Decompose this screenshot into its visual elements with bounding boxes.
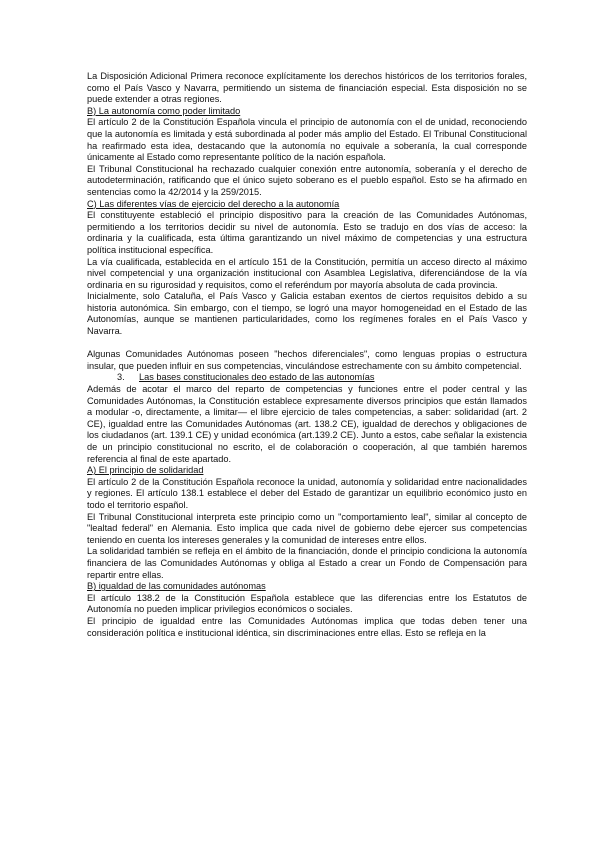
paragraph-via-cualificada: La vía cualificada, establecida en el artículo 151 de la Constitución, permitía un acceso directo al máximo nivel competencial y una organización institucional con Asamblea Legislativa, diferenciándose de la vía ordinaria en su rigurosidad y requisitos, como el referéndum por mayoría absoluta de cada provincia.: [87, 256, 527, 290]
paragraph-principio-igualdad: El principio de igualdad entre las Comunidades Autónomas implica que todas deben tener una consideración política e institucional idéntica, sin discriminaciones entre ellas. Esto se refleja en la: [87, 615, 527, 638]
paragraph-autodeterminacion: El Tribunal Constitucional ha rechazado cualquier conexión entre autonomía, soberanía y el derecho de autodeterminación, ratificando que el único sujeto soberano es el pueblo español. Esto se ha afirmado en sentencias como la 42/2014 y la 259/2015.: [87, 163, 527, 197]
heading-igualdad-comunidades: B) igualdad de las comunidades autónomas: [87, 581, 266, 592]
paragraph-fondo-compensacion: La solidaridad también se refleja en el ámbito de la financiación, donde el principio condiciona la autonomía financiera de las Comunidades Autónomas y obliga al Estado a crear un Fondo de Compensación para repartir entre ellas.: [87, 546, 527, 580]
section-3-number: 3.: [117, 372, 125, 383]
paragraph-lealtad-federal: El Tribunal Constitucional interpreta este principio como un "comportamiento leal", similar al concepto de "lealtad federal" en Alemania. Esto implica que cada nivel de gobierno debe ejercer sus competencias teniendo en cuenta los intereses generales y la comunidad de intereses entre ellos.: [87, 511, 527, 545]
heading-principio-solidaridad: A) El principio de solidaridad: [87, 465, 204, 476]
paragraph-derechos-historicos: La Disposición Adicional Primera reconoce explícitamente los derechos históricos de los territorios forales, como el País Vasco y Navarra, permitiendo un sistema de financiación especial. Esta disposición no se puede extender a otras regiones.: [87, 71, 527, 105]
section-3-heading: [117, 372, 527, 384]
heading-vias-ejercicio: C) Las diferentes vías de ejercicio del derecho a la autonomía: [87, 198, 340, 209]
paragraph-articulo-2: El artículo 2 de la Constitución Española vincula el principio de autonomía con el de unidad, reconociendo que la autonomía es limitada y está subordinada al poder más amplio del Estado. El Tribunal Constitucional ha reafirmado esta idea, destacando que la autonomía no equivale a soberanía, la cual corresponde únicamente al Estado como representante político de la nación española.: [87, 117, 527, 163]
paragraph-spacer: [87, 338, 527, 350]
paragraph-articulo-138-2: El artículo 138.2 de la Constitución Española establece que las diferencias entre los Estatutos de Autonomía no pueden implicar privilegios económicos o sociales.: [87, 592, 527, 615]
paragraph-cataluna-pais-vasco-galicia: Inicialmente, solo Cataluña, el País Vasco y Galicia estaban exentos de ciertos requisitos debido a su historia autonómica. Sin embargo, con el tiempo, se logró una mayor homogeneidad en el Estado de las Autonomías, aunque se mantienen particularidades, como los regímenes forales en el País Vasco y Navarra.: [87, 291, 527, 337]
paragraph-principio-dispositivo: El constituyente estableció el principio dispositivo para la creación de las Comunidades Autónomas, permitiendo a los territorios decidir su nivel de autonomía. Esto se tradujo en dos vías de acceso: la ordinaria y la cualificada, esta última garantizando un nivel máximo de competencias y una estructura política institucional específica.: [87, 210, 527, 255]
section-3-title: Las bases constitucionales deo estado de las autonomías: [139, 372, 375, 383]
paragraph-principios-constitucionales: Además de acotar el marco del reparto de competencias y funciones entre el poder central y las Comunidades Autónomas, la Constitución establece expresamente diversos principios que están llamados a modular -o, directamente, a limitar— el libre ejercicio de tales competencias, a saber: solidaridad (art. 2 CE), igualdad entre las Comunidades Autónomas (art. 138.2 CE), igualdad de derechos y obligaciones de los ciudadanos (art. 139.1 CE) y unidad económica (art.139.2 CE). Junto a estos, cabe señalar la existencia de un principio constitucional no escrito, el de colaboración o cooperación, al que también haremos referencia al final de este apartado.: [87, 384, 527, 464]
document-page: [87, 71, 527, 639]
paragraph-hechos-diferenciales: Algunas Comunidades Autónomas poseen "hechos diferenciales", como lenguas propias o estructura insular, que pueden influir en sus competencias, vinculándose estrechamente con su ámbito competencial.: [87, 349, 527, 371]
heading-autonomia-poder-limitado: B) La autonomía como poder limitado: [87, 105, 241, 116]
paragraph-unidad-autonomia-solidaridad: El artículo 2 de la Constitución Española reconoce la unidad, autonomía y solidaridad entre nacionalidades y regiones. El artículo 138.1 establece el deber del Estado de garantizar un equilibrio económico justo en todo el territorio español.: [87, 476, 527, 510]
